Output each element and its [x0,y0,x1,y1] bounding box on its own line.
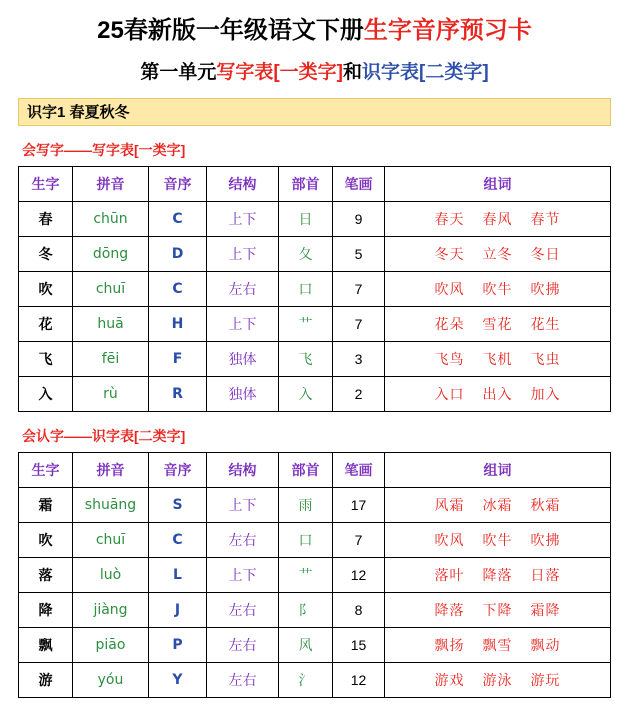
cell-char: 吹 [19,523,73,558]
cell-pinyin: chuī [73,523,149,558]
cell-structure: 上下 [207,237,279,272]
cell-strokes: 12 [333,558,385,593]
cell-radical: 飞 [279,342,333,377]
column-header-structure: 结构 [207,453,279,488]
cell-pinyin: huā [73,307,149,342]
cell-structure: 左右 [207,272,279,307]
cell-pinyin: yóu [73,663,149,698]
cell-strokes: 7 [333,272,385,307]
cell-yinxu: L [149,558,207,593]
cell-words [385,342,611,377]
word-item: 春风 [482,211,513,227]
column-header-radical: 部首 [279,453,333,488]
word-item: 飘扬 [434,637,465,653]
word-item: 风霜 [434,497,465,513]
column-header-pinyin: 拼音 [73,167,149,202]
cell-structure: 左右 [207,663,279,698]
page-subtitle-red: 写字表[一类字] [216,62,343,83]
cell-pinyin: shuāng [73,488,149,523]
cell-strokes: 7 [333,307,385,342]
table-row [19,377,611,412]
column-header-yinxu: 音序 [149,453,207,488]
cell-yinxu: S [149,488,207,523]
cell-radical: 艹 [279,307,333,342]
cell-char: 落 [19,558,73,593]
cell-structure: 上下 [207,558,279,593]
word-item: 飘雪 [482,637,513,653]
cell-yinxu: C [149,272,207,307]
page-title-black: 25春新版一年级语文下册 [97,17,364,44]
cell-strokes: 17 [333,488,385,523]
word-item: 立冬 [482,246,513,262]
cell-radical: 口 [279,272,333,307]
word-item: 降落 [482,567,513,583]
cell-char: 吹 [19,272,73,307]
table-row [19,202,611,237]
cell-pinyin: piāo [73,628,149,663]
cell-strokes: 8 [333,593,385,628]
column-header-pinyin: 拼音 [73,453,149,488]
cell-char: 花 [19,307,73,342]
cell-strokes: 2 [333,377,385,412]
cell-strokes: 7 [333,523,385,558]
page-subtitle-blue: 识字表[二类字] [362,62,489,83]
word-item: 飞鸟 [434,351,465,367]
table-row [19,272,611,307]
cell-yinxu: R [149,377,207,412]
table-row [19,558,611,593]
word-item: 春天 [434,211,465,227]
cell-pinyin: luò [73,558,149,593]
cell-words [385,272,611,307]
cell-radical: 日 [279,202,333,237]
cell-structure: 上下 [207,202,279,237]
cell-structure: 左右 [207,628,279,663]
word-item: 冬日 [530,246,561,262]
word-item: 吹风 [434,532,465,548]
cell-yinxu: J [149,593,207,628]
cell-char: 游 [19,663,73,698]
word-item: 雪花 [482,316,513,332]
cell-yinxu: H [149,307,207,342]
cell-yinxu: C [149,523,207,558]
cell-words [385,237,611,272]
cell-words [385,558,611,593]
cell-structure: 左右 [207,523,279,558]
table-row [19,237,611,272]
column-header-char: 生字 [19,453,73,488]
cell-yinxu: C [149,202,207,237]
word-item: 落叶 [434,567,465,583]
cell-radical: 口 [279,523,333,558]
word-item: 入口 [434,386,465,402]
table-row [19,593,611,628]
cell-structure: 独体 [207,342,279,377]
column-header-strokes: 笔画 [333,453,385,488]
column-header-structure: 结构 [207,167,279,202]
cell-pinyin: jiàng [73,593,149,628]
cell-words [385,663,611,698]
page-subtitle-and: 和 [343,62,363,83]
cell-char: 冬 [19,237,73,272]
table-header-row [19,167,611,202]
page-title [0,10,629,45]
cell-radical: 氵 [279,663,333,698]
cell-words [385,628,611,663]
page-subtitle [0,57,629,84]
cell-words [385,307,611,342]
cell-char: 霜 [19,488,73,523]
table-row [19,342,611,377]
word-item: 加入 [530,386,561,402]
table-header-row [19,453,611,488]
word-item: 吹牛 [482,532,513,548]
cell-radical: 夂 [279,237,333,272]
cell-pinyin: chūn [73,202,149,237]
cell-strokes: 3 [333,342,385,377]
section-heading-recognize: 会认字——识字表[二类字] [22,428,186,444]
cell-words [385,202,611,237]
cell-structure: 上下 [207,307,279,342]
word-item: 吹牛 [482,281,513,297]
section-heading-write: 会写字——写字表[一类字] [22,142,186,158]
cell-pinyin: rù [73,377,149,412]
word-item: 下降 [482,602,513,618]
cell-structure: 左右 [207,593,279,628]
word-item: 吹风 [434,281,465,297]
cell-words [385,377,611,412]
cell-strokes: 5 [333,237,385,272]
column-header-words: 组词 [385,453,611,488]
cell-char: 入 [19,377,73,412]
word-item: 日落 [530,567,561,583]
cell-words [385,593,611,628]
word-item: 霜降 [530,602,561,618]
word-item: 游戏 [434,672,465,688]
column-header-words: 组词 [385,167,611,202]
cell-yinxu: D [149,237,207,272]
page-title-red: 生字音序预习卡 [363,17,532,44]
cell-char: 春 [19,202,73,237]
write-characters-table [18,166,611,412]
cell-yinxu: P [149,628,207,663]
cell-strokes: 12 [333,663,385,698]
worksheet-page [0,10,629,709]
cell-radical: 阝 [279,593,333,628]
cell-char: 降 [19,593,73,628]
cell-pinyin: dōng [73,237,149,272]
column-header-strokes: 笔画 [333,167,385,202]
page-subtitle-unit: 第一单元 [140,62,217,83]
table-row [19,663,611,698]
column-header-char: 生字 [19,167,73,202]
cell-pinyin: chuī [73,272,149,307]
column-header-radical: 部首 [279,167,333,202]
cell-strokes: 15 [333,628,385,663]
word-item: 冬天 [434,246,465,262]
word-item: 冰霜 [482,497,513,513]
cell-yinxu: F [149,342,207,377]
recognize-characters-table [18,452,611,698]
word-item: 出入 [482,386,513,402]
table-row [19,523,611,558]
lesson-title-bar: 识字1 春夏秋冬 [18,98,611,126]
word-item: 游泳 [482,672,513,688]
word-item: 花朵 [434,316,465,332]
word-item: 秋霜 [530,497,561,513]
word-item: 春节 [530,211,561,227]
cell-yinxu: Y [149,663,207,698]
cell-words [385,523,611,558]
column-header-yinxu: 音序 [149,167,207,202]
word-item: 飞虫 [530,351,561,367]
table-row [19,628,611,663]
word-item: 飘动 [530,637,561,653]
cell-structure: 上下 [207,488,279,523]
cell-radical: 风 [279,628,333,663]
word-item: 降落 [434,602,465,618]
table-row [19,307,611,342]
word-item: 游玩 [530,672,561,688]
cell-structure: 独体 [207,377,279,412]
word-item: 吹拂 [530,532,561,548]
word-item: 花生 [530,316,561,332]
word-item: 吹拂 [530,281,561,297]
cell-radical: 雨 [279,488,333,523]
cell-words [385,488,611,523]
cell-char: 飘 [19,628,73,663]
cell-radical: 入 [279,377,333,412]
cell-radical: 艹 [279,558,333,593]
cell-char: 飞 [19,342,73,377]
table-row [19,488,611,523]
cell-pinyin: fēi [73,342,149,377]
cell-strokes: 9 [333,202,385,237]
word-item: 飞机 [482,351,513,367]
